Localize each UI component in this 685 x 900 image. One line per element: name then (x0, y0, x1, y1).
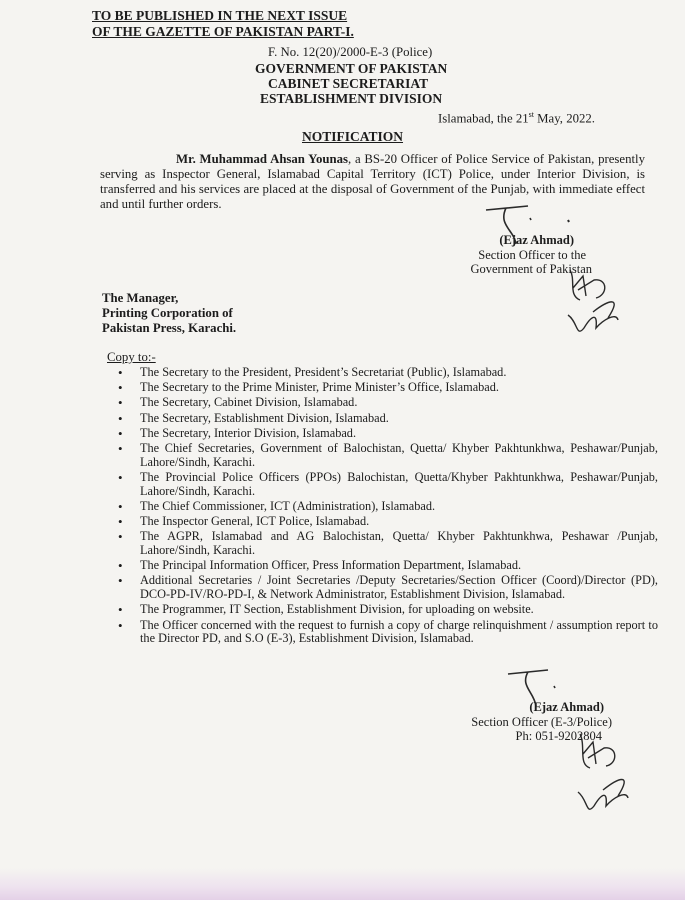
addressee-line-1: The Manager, (102, 291, 179, 305)
signatory-designation-2: Section Officer (E-3/Police) (471, 714, 612, 729)
list-item: • The Officer concerned with the request to furnish a copy of charge relinquishment / assumption report to the Director PD, and S.O (E-3), Establishment Division, Islamabad. (118, 619, 658, 647)
list-item: • The Secretary to the Prime Minister, Prime Minister’s Office, Islamabad. (118, 381, 658, 395)
list-item: • The Secretary to the President, President’s Secretariat (Public), Islamabad. (118, 366, 658, 380)
date-suffix: May, 2022. (533, 111, 595, 126)
list-item: • The Inspector General, ICT Police, Islamabad. (118, 515, 658, 529)
list-item: • The Secretary, Establishment Division, Islamabad. (118, 412, 658, 426)
secretariat-heading: CABINET SECRETARIAT (268, 76, 429, 91)
list-item: • The Secretary, Cabinet Division, Islamabad. (118, 396, 658, 410)
notification-title: NOTIFICATION (302, 129, 404, 144)
list-item: • The Chief Commissioner, ICT (Administration), Islamabad. (118, 500, 658, 514)
signatory-org-1: Government of Pakistan (470, 262, 592, 276)
list-item: • The Provincial Police Officers (PPOs) Balochistan, Quetta/Khyber Pakhtunkhwa, Peshawar/Punjab, Lahore/Sindh, Karachi. (118, 471, 658, 499)
date-line (438, 107, 595, 126)
list-item: • The AGPR, Islamabad and AG Balochistan, Quetta/ Khyber Pakhtunkhwa, Peshawar /Punjab, Lahore/Sindh, Karachi. (118, 530, 658, 558)
signatory-name-1: (Ejaz Ahmad) (499, 233, 574, 247)
list-item: • Additional Secretaries / Joint Secretaries /Deputy Secretaries/Section Officer (Coord)/Director (PD), DCO-PD-IV/RO-PD-I, & Network Administrator, Establishment Division, Islamabad. (118, 574, 658, 602)
signatory-phone-2: Ph: 051-9202804 (515, 729, 602, 743)
officer-name: Mr. Muhammad Ahsan Younas (176, 152, 349, 166)
scan-edge-tint (0, 868, 685, 900)
list-item: • The Secretary, Interior Division, Islamabad. (118, 427, 658, 441)
signature-block-2 (440, 700, 612, 744)
addressee-line-2: Printing Corporation of (102, 306, 233, 320)
division-heading: ESTABLISHMENT DIVISION (260, 91, 443, 106)
copy-to-list (118, 366, 658, 648)
copy-to-heading: Copy to:- (107, 350, 156, 364)
addressee-line-3: Pakistan Press, Karachi. (102, 321, 237, 335)
notification-text: , a BS-20 Officer of Police Service of Pakistan, presently serving as Inspector General, Islamabad Capital Territory (ICT) Police, under Interior Division, is transferred and his services are placed at the disposal of Government of the Punjab, with immediate effect and until further orders. (100, 152, 645, 211)
list-item: • The Programmer, IT Section, Establishment Division, for uploading on website. (118, 603, 658, 617)
file-number: F. No. 12(20)/2000-E-3 (Police) (268, 45, 433, 59)
government-heading: GOVERNMENT OF PAKISTAN (255, 61, 448, 76)
signatory-designation-1: Section Officer to the (478, 247, 586, 262)
date-superscript: st (528, 110, 534, 119)
signatory-name-2: (Ejaz Ahmad) (529, 700, 604, 714)
list-item: • The Chief Secretaries, Government of Balochistan, Quetta/ Khyber Pakhtunkhwa, Peshawar/Punjab, Lahore/Sindh, Karachi. (118, 442, 658, 470)
date-prefix: Islamabad, the 21 (438, 111, 529, 126)
gazette-line-1: TO BE PUBLISHED IN THE NEXT ISSUE (92, 8, 348, 23)
list-item: • The Principal Information Officer, Press Information Department, Islamabad. (118, 559, 658, 573)
gazette-line-2: OF THE GAZETTE OF PAKISTAN PART-I. (92, 24, 354, 39)
signature-2-scribble (470, 664, 645, 834)
signature-block-1 (440, 233, 592, 277)
